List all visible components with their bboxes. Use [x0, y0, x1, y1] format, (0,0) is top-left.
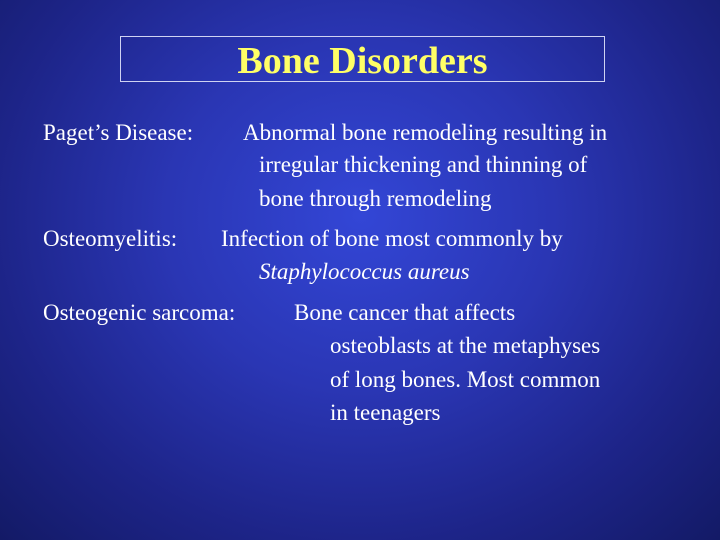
paget-desc-line-2: irregular thickening and thinning of [259, 152, 588, 177]
osteomyelitis-desc-line-1: Infection of bone most commonly by [221, 226, 563, 251]
slide-title: Bone Disorders [237, 40, 488, 82]
sarcoma-term: Osteogenic sarcoma: [43, 300, 236, 325]
paget-desc-line-1: Abnormal bone remodeling resulting in [243, 120, 608, 145]
osteomyelitis-term: Osteomyelitis: [43, 226, 178, 251]
sarcoma-desc-line-4: in teenagers [330, 400, 441, 425]
sarcoma-desc-line-3: of long bones. Most common [330, 367, 601, 392]
sarcoma-desc-line-1: Bone cancer that affects [294, 300, 516, 325]
paget-desc-line-3: bone through remodeling [259, 186, 492, 211]
osteomyelitis-desc-line-2: Staphylococcus aureus [259, 259, 470, 284]
sarcoma-desc-line-2: osteoblasts at the metaphyses [330, 333, 601, 358]
paget-term: Paget’s Disease: [43, 120, 194, 145]
title-box [120, 36, 605, 82]
